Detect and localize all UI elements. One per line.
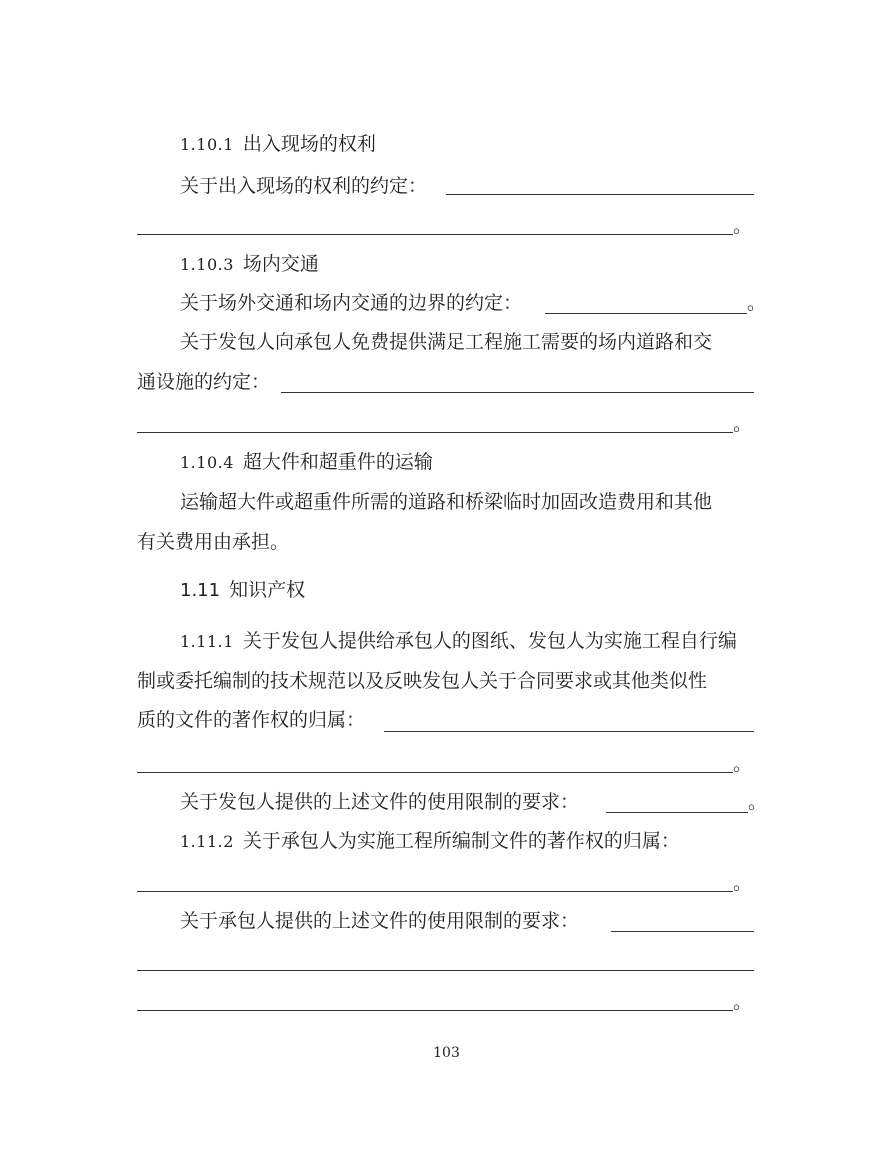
fill-in-blank[interactable] <box>137 891 733 892</box>
section-heading-1-10-1 <box>0 129 893 159</box>
section-title: 出入现场的权利 <box>242 133 376 155</box>
fill-in-blank[interactable] <box>611 931 754 932</box>
section-number: 1.11 <box>180 580 221 601</box>
fill-in-blank[interactable] <box>606 812 748 813</box>
fill-in-blank[interactable] <box>137 772 733 773</box>
paragraph-text: 关于出入现场的权利的约定： <box>180 175 428 197</box>
period-mark: 。 <box>733 215 753 237</box>
paragraph-oversize-transport-cont <box>0 527 893 557</box>
paragraph-text: 关于承包人为实施工程所编制文件的著作权的归属： <box>242 830 680 852</box>
section-number: 1.10.1 <box>180 135 234 154</box>
period-mark: 。 <box>733 753 753 775</box>
paragraph-text: 关于承包人提供的上述文件的使用限制的要求： <box>180 910 580 932</box>
period-mark: 。 <box>748 791 768 813</box>
section-number: 1.11.1 <box>180 632 234 651</box>
period-mark: 。 <box>747 292 767 314</box>
paragraph-entry-rights <box>0 171 893 201</box>
section-number: 1.10.3 <box>180 255 234 274</box>
paragraph-contractor-doc-limits <box>0 906 893 936</box>
paragraph-1-11-1-cont <box>0 666 893 696</box>
fill-in-blank[interactable] <box>281 392 754 393</box>
paragraph-text: 运输超大件或超重件所需的道路和桥梁临时加固改造费用和其他 <box>180 491 713 513</box>
paragraph-1-11-1 <box>0 626 893 656</box>
section-number: 1.11.2 <box>180 832 234 851</box>
period-mark: 。 <box>733 991 753 1013</box>
section-heading-1-10-3 <box>0 249 893 279</box>
paragraph-text: 制或委托编制的技术规范以及反映发包人关于合同要求或其他类似性 <box>137 670 708 692</box>
fill-in-blank[interactable] <box>384 731 754 732</box>
paragraph-text: 关于发包人向承包人免费提供满足工程施工需要的场内道路和交 <box>180 331 713 353</box>
section-title: 场内交通 <box>242 253 319 275</box>
period-mark: 。 <box>733 872 753 894</box>
paragraph-1-11-2 <box>0 826 893 856</box>
section-heading-1-10-4 <box>0 447 893 477</box>
fill-in-blank[interactable] <box>137 1010 733 1011</box>
section-title: 超大件和超重件的运输 <box>242 451 433 473</box>
section-title: 知识产权 <box>229 579 306 601</box>
paragraph-text: 通设施的约定： <box>137 371 271 393</box>
section-heading-1-11 <box>0 575 893 605</box>
paragraph-text: 质的文件的著作权的归属： <box>137 709 366 731</box>
paragraph-text: 关于发包人提供给承包人的图纸、发包人为实施工程自行编 <box>242 630 737 652</box>
paragraph-site-roads <box>0 327 893 357</box>
fill-in-blank[interactable] <box>137 234 733 235</box>
fill-in-blank[interactable] <box>137 432 733 433</box>
paragraph-oversize-transport <box>0 487 893 517</box>
fill-in-blank[interactable] <box>545 313 747 314</box>
fill-in-blank[interactable] <box>137 970 754 971</box>
paragraph-text: 关于场外交通和场内交通的边界的约定： <box>180 292 523 314</box>
paragraph-text: 有关费用由承担。 <box>137 531 290 553</box>
section-number: 1.10.4 <box>180 453 234 472</box>
fill-in-blank[interactable] <box>446 194 754 195</box>
period-mark: 。 <box>733 413 753 435</box>
page-number: 103 <box>433 1045 460 1061</box>
paragraph-text: 关于发包人提供的上述文件的使用限制的要求： <box>180 791 580 813</box>
